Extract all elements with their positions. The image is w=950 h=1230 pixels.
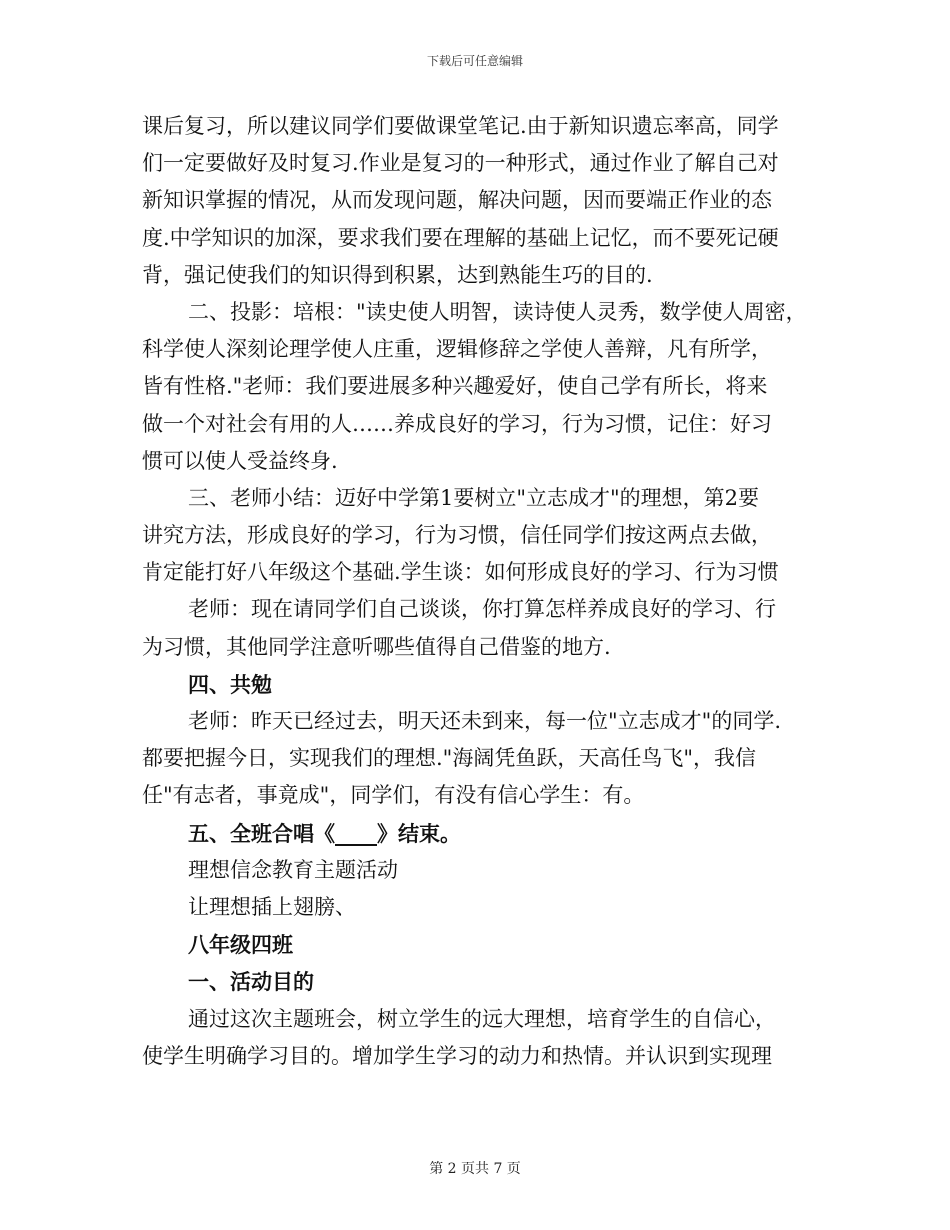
section-heading: 八年级四班 bbox=[188, 932, 293, 958]
text-line: 课后复习，所以建议同学们要做课堂笔记.由于新知识遗忘率高，同学 bbox=[142, 114, 779, 138]
section-heading: 四、共勉 bbox=[188, 671, 272, 697]
text-line: 老师：现在请同学们自己谈谈，你打算怎样养成良好的学习、行 bbox=[188, 597, 776, 622]
section-heading: 一、活动目的 bbox=[188, 969, 314, 995]
text-line: 都要把握今日，实现我们的理想."海阔凭鱼跃，天高任鸟飞"，我信 bbox=[142, 746, 756, 771]
text-line: 做一个对社会有用的人……养成良好的学习，行为习惯，记住：好习 bbox=[142, 411, 772, 436]
text-line: 三、老师小结：迈好中学第1要树立"立志成才"的理想，第2要 bbox=[188, 485, 760, 510]
text-line: 讲究方法，形成良好的学习，行为习惯，信任同学们按这两点去做， bbox=[142, 523, 772, 548]
page-footer: 第 2 页共 7 页 bbox=[429, 1161, 521, 1177]
text-line: 让理想插上翅膀、 bbox=[188, 894, 356, 919]
text-line: 老师：昨天已经过去，明天还未到来，每一位"立志成才"的同学. bbox=[188, 709, 781, 733]
text-line: 惯可以使人受益终身. bbox=[142, 448, 338, 473]
text-line: 任"有志者，事竟成"，同学们，有没有信心学生：有。 bbox=[142, 783, 645, 808]
text-line: 科学使人深刻论理学使人庄重，逻辑修辞之学使人善辩，凡有所学， bbox=[142, 337, 772, 362]
text-line: 理想信念教育主题活动 bbox=[188, 857, 398, 882]
text-line: 皆有性格."老师：我们要进展多种兴趣爱好，使自己学有所长，将来 bbox=[142, 374, 768, 399]
text-line: 背，强记使我们的知识得到积累，达到熟能生巧的目的. bbox=[142, 262, 653, 287]
page-header: 下载后可任意编辑 bbox=[426, 54, 523, 68]
text-line: 肯定能打好八年级这个基础.学生谈：如何形成良好的学习、行为习惯 bbox=[142, 560, 779, 585]
text-line: 二、投影：培根："读史使人明智，读诗使人灵秀，数学使人周密， bbox=[188, 299, 807, 324]
text-line: 使学生明确学习目的。增加学生学习的动力和热情。并认识到实现理 bbox=[142, 1043, 772, 1068]
text-line: 度.中学知识的加深，要求我们要在理解的基础上记忆，而不要死记硬 bbox=[142, 225, 779, 250]
text-line: 们一定要做好及时复习.作业是复习的一种形式，通过作业了解自己对 bbox=[142, 151, 779, 176]
document-body bbox=[142, 108, 842, 1075]
text-line: 为习惯，其他同学注意听哪些值得自己借鉴的地方. bbox=[142, 634, 611, 659]
text-line: 通过这次主题班会，树立学生的远大理想，培育学生的自信心， bbox=[188, 1006, 776, 1031]
text-line: 新知识掌握的情况，从而发现问题，解决问题，因而要端正作业的态 bbox=[142, 188, 772, 213]
section-heading: 五、全班合唱《____》结束。 bbox=[188, 820, 461, 846]
